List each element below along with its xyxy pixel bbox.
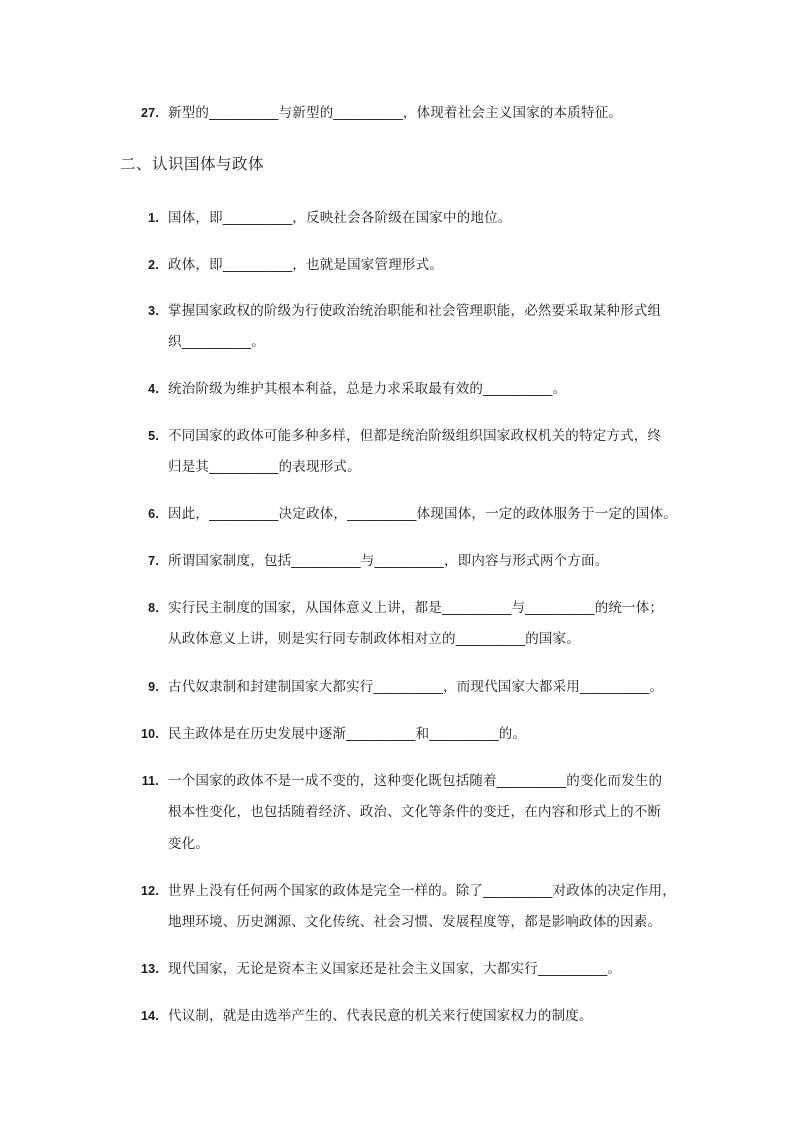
question-line: 国体，即__________，反映社会各阶级在国家中的地位。 <box>168 210 512 226</box>
question-number: 12. <box>141 884 159 898</box>
question-number: 13. <box>141 962 159 976</box>
question-line: 不同国家的政体可能多种多样，但都是统治阶级组织国家政权机关的特定方式，终 <box>168 428 662 444</box>
question-number: 3. <box>148 304 159 318</box>
question-line: 变化。 <box>168 836 210 852</box>
question-line: 地理环境、历史渊源、文化传统、社会习惯、发展程度等，都是影响政体的因素。 <box>168 914 662 930</box>
question-line: 代议制，就是由选举产生的、代表民意的机关来行使国家权力的制度。 <box>168 1008 593 1024</box>
question-number: 14. <box>141 1009 159 1023</box>
question-number: 4. <box>148 382 159 396</box>
section-title: 二、认识国体与政体 <box>120 155 265 173</box>
question-line: 根本性变化，也包括随着经济、政治、文化等条件的变迁，在内容和形式上的不断 <box>168 804 662 820</box>
question-line: 所谓国家制度，包括__________与__________，即内容与形式两个方面。 <box>168 553 609 569</box>
question-line: 归是其__________的表现形式。 <box>168 459 361 475</box>
question-number: 27. <box>141 106 159 120</box>
question-number: 2. <box>148 258 159 272</box>
question-text: 新型的__________与新型的__________，体现着社会主义国家的本质特征。 <box>168 105 623 121</box>
question-number: 1. <box>148 211 159 225</box>
question-number: 10. <box>141 727 159 741</box>
question-line: 掌握国家政权的阶级为行使政治统治职能和社会管理职能，必然要采取某种形式组 <box>168 303 662 319</box>
question-line: 统治阶级为维护其根本利益，总是力求采取最有效的__________。 <box>168 381 567 397</box>
question-number: 7. <box>148 554 159 568</box>
question-line: 现代国家，无论是资本主义国家还是社会主义国家，大都实行__________。 <box>168 961 622 977</box>
question-line: 政体，即__________，也就是国家管理形式。 <box>168 257 443 273</box>
question-number: 5. <box>148 429 159 443</box>
question-line: 一个国家的政体不是一成不变的，这种变化既包括随着__________的变化而发生的 <box>168 773 663 789</box>
question-line: 实行民主制度的国家，从国体意义上讲，都是__________与__________的统一体； <box>168 600 664 616</box>
question-line: 织__________。 <box>168 334 265 350</box>
question-number: 6. <box>148 507 159 521</box>
question-line: 世界上没有任何两个国家的政体是完全一样的。除了__________对政体的决定作用， <box>168 883 676 899</box>
question-number: 8. <box>148 601 159 615</box>
question-line: 古代奴隶制和封建制国家大都实行__________，而现代国家大都采用__________。 <box>168 679 664 695</box>
question-line: 因此，__________决定政体，__________体现国体，一定的政体服务于一定的国体。 <box>168 506 677 522</box>
question-number: 11. <box>141 774 159 788</box>
question-line: 从政体意义上讲，则是实行同专制政体相对立的__________的国家。 <box>168 631 580 647</box>
question-number: 9. <box>148 680 159 694</box>
question-line: 民主政体是在历史发展中逐渐__________和__________的。 <box>168 726 527 742</box>
